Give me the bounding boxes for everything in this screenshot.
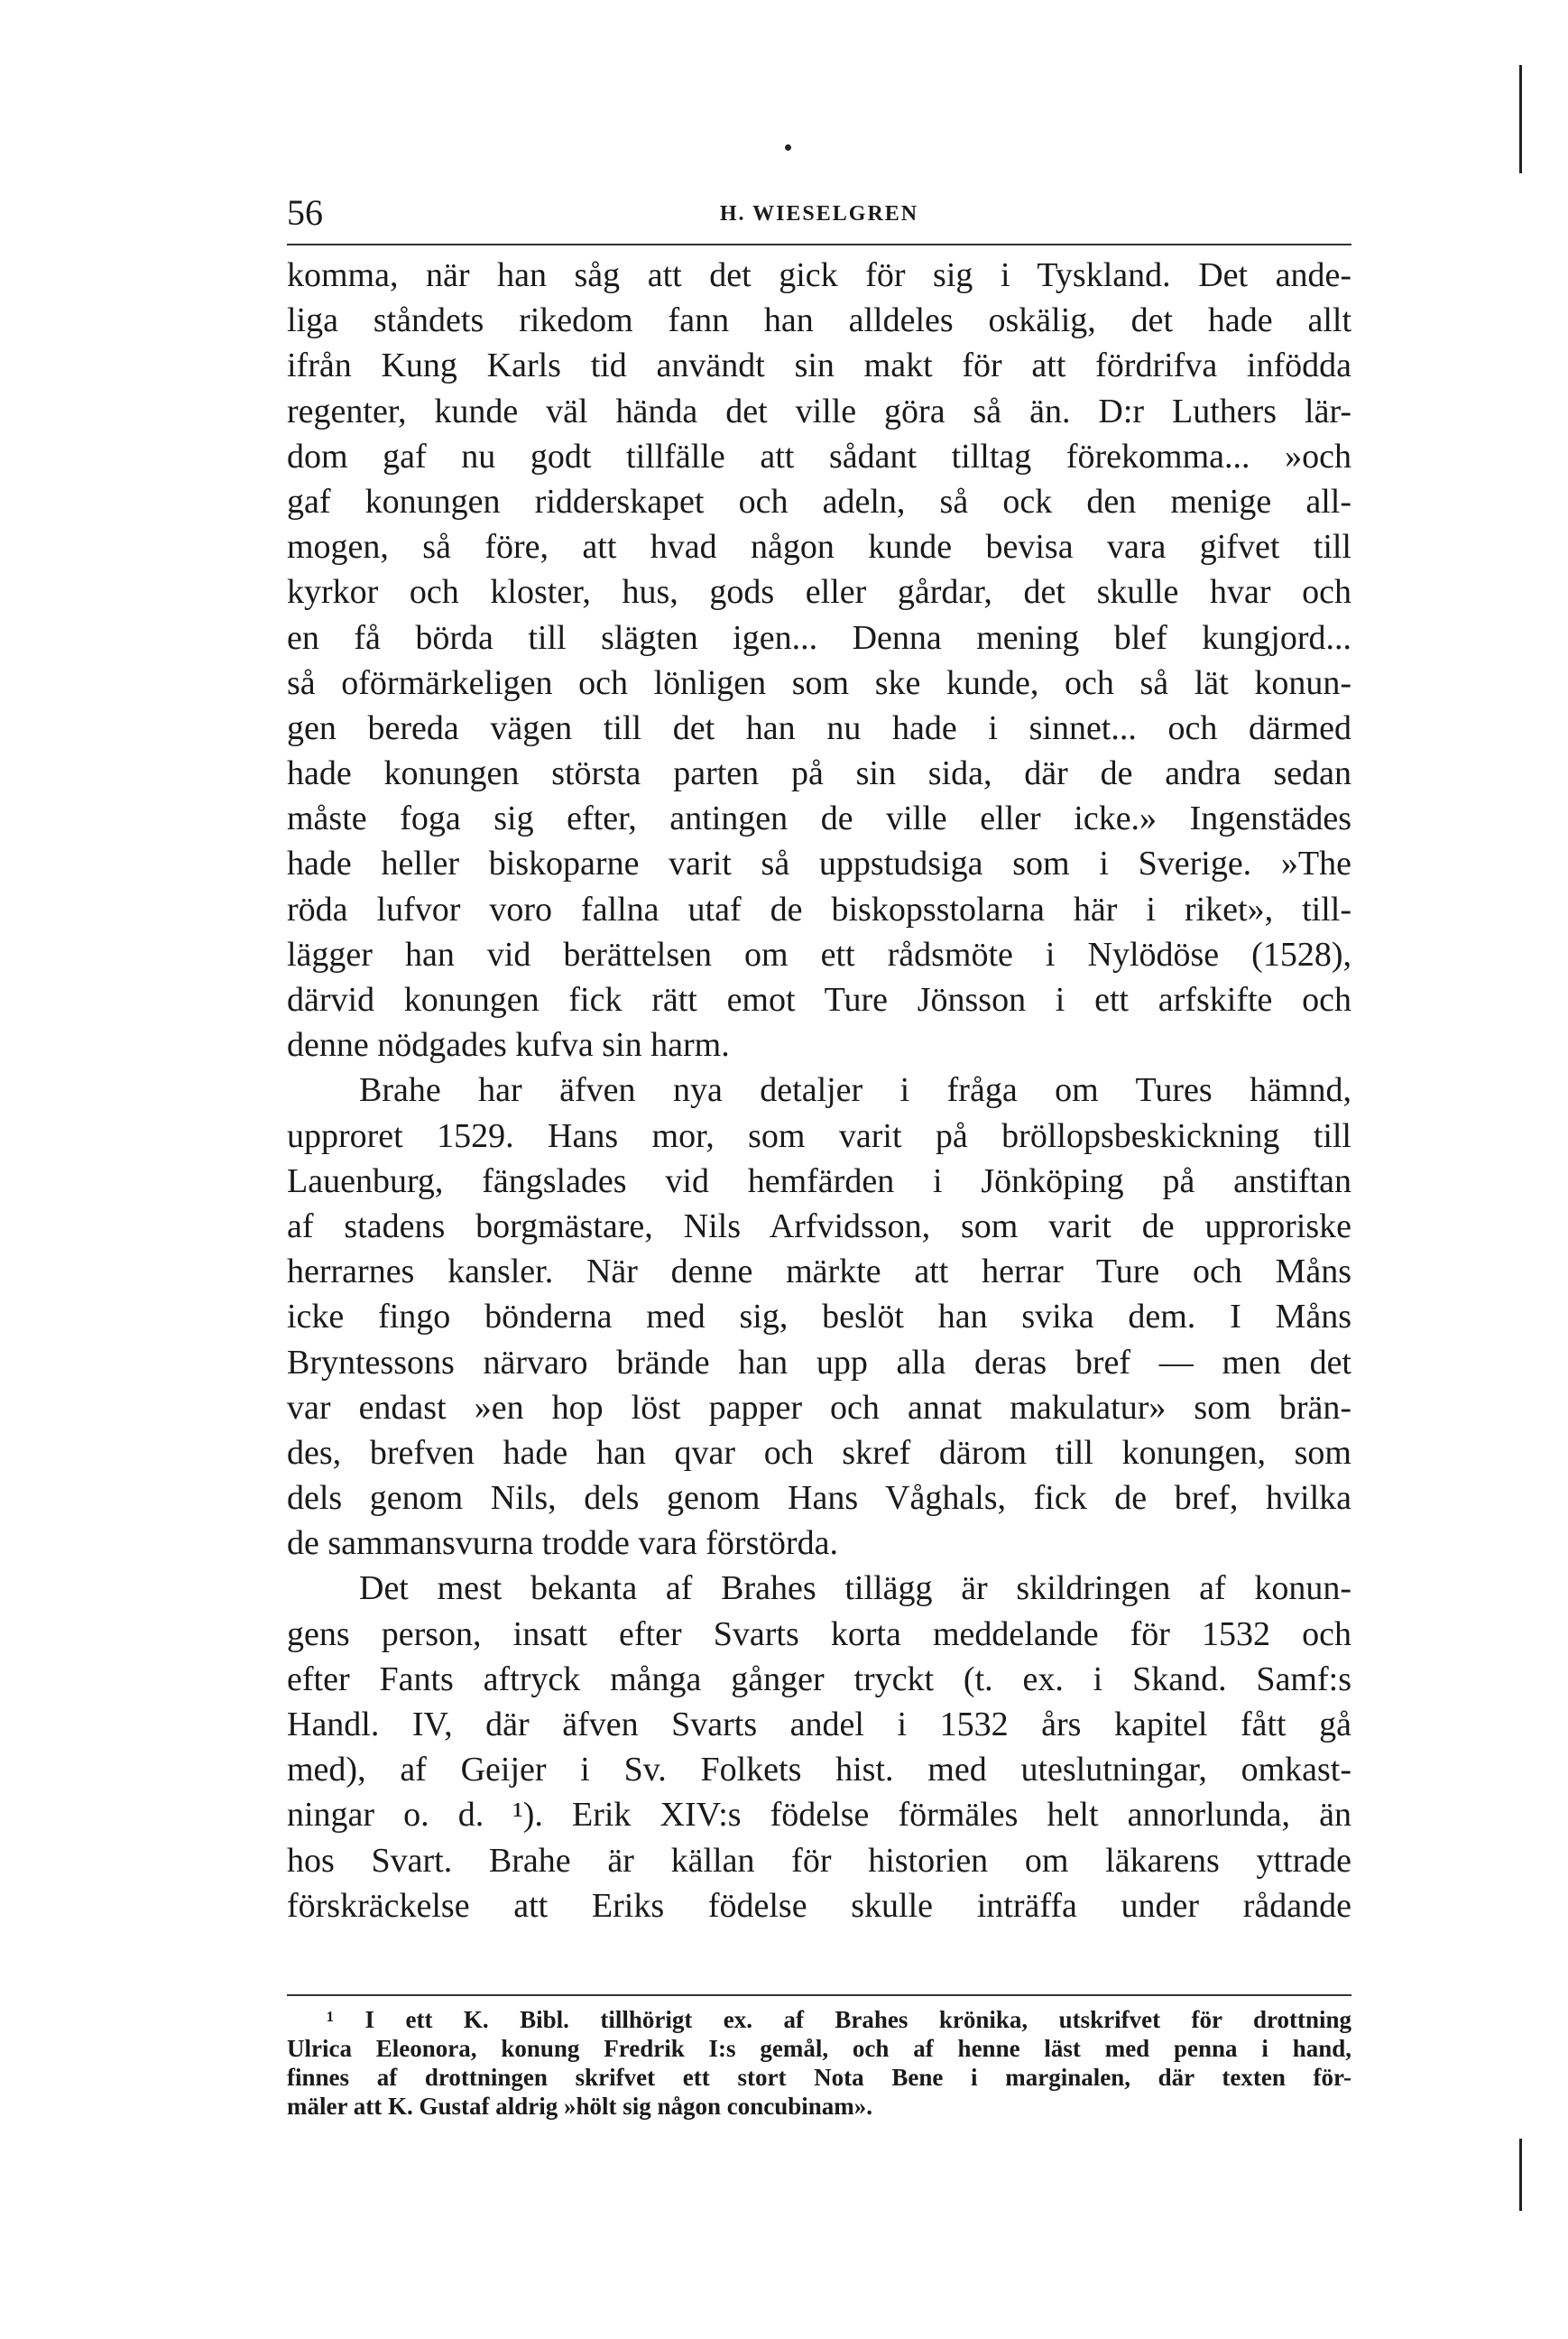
scan-dot [785, 144, 791, 151]
text-line: dels genom Nils, dels genom Hans Våghals, fick de bref, hvilka [287, 1479, 1351, 1518]
text-line: därvid konungen fick rätt emot Ture Jönsson i ett arfskifte och [287, 981, 1351, 1019]
running-head: H. WIESELGREN [719, 202, 919, 226]
text-line: måste foga sig efter, antingen de ville eller icke.» Ingenstädes [287, 800, 1351, 838]
text-line: liga ståndets rikedom fann han alldeles oskälig, det hade allt [287, 301, 1351, 340]
text-line: de sammansvurna trodde vara förstörda. [287, 1524, 838, 1563]
text-line: lägger han vid berättelsen om ett rådsmöte i Nylödöse (1528), [287, 935, 1351, 974]
text-line: kyrkor och kloster, hus, gods eller gårdar, det skulle hvar och [287, 573, 1351, 612]
text-line: med), af Geijer i Sv. Folkets hist. med uteslutningar, omkast- [287, 1751, 1351, 1789]
text-line: ifrån Kung Karls tid användt sin makt för att fördrifva infödda [287, 347, 1351, 385]
text-line: regenter, kunde väl hända det ville göra så än. D:r Luthers lär- [287, 392, 1351, 430]
footnote-line: ¹ I ett K. Bibl. tillhörigt ex. af Brahes krönika, utskrifvet för drottning [327, 2006, 1351, 2033]
text-line: hos Svart. Brahe är källan för historien om läkarens yttrade [287, 1841, 1351, 1880]
text-line: upproret 1529. Hans mor, som varit på bröllopsbeskickning till [287, 1116, 1351, 1155]
text-line: dom gaf nu godt tillfälle att sådant tilltag förekomma... »och [287, 437, 1351, 476]
text-line: en få börda till slägten igen... Denna mening blef kungjord... [287, 618, 1351, 657]
text-line: hade heller biskoparne varit så uppstudsiga som i Sverige. »The [287, 845, 1351, 883]
text-line: gens person, insatt efter Svarts korta meddelande för 1532 och [287, 1614, 1351, 1653]
footnotes [287, 2005, 1351, 2121]
text-line: så oförmärkeligen och lönligen som ske kunde, och så lät konun- [287, 663, 1351, 702]
text-line: gen bereda vägen till det han nu hade i sinnet... och därmed [287, 708, 1351, 747]
scan-edge-mark [1519, 2139, 1522, 2211]
text-line: icke fingo bönderna med sig, beslöt han svika dem. I Måns [287, 1298, 1351, 1336]
text-line: denne nödgades kufva sin harm. [287, 1026, 730, 1065]
text-line: ningar o. d. ¹). Erik XIV:s födelse förmäles helt annorlunda, än [287, 1796, 1351, 1835]
text-line: des, brefven hade han qvar och skref därom till konungen, som [287, 1433, 1351, 1472]
header-rule [287, 244, 1351, 245]
footnote-line: mäler att K. Gustaf aldrig »hölt sig någon concubinam». [287, 2093, 873, 2120]
text-line: Det mest bekanta af Brahes tillägg är skildringen af konun- [359, 1569, 1351, 1608]
text-line: Handl. IV, där äfven Svarts andel i 1532 års kapitel fått gå [287, 1706, 1351, 1743]
text-line: Lauenburg, fängslades vid hemfärden i Jönköping på anstiftan [287, 1161, 1351, 1200]
text-line: hade konungen största parten på sin sida, där de andra sedan [287, 754, 1351, 793]
text-line: förskräckelse att Eriks födelse skulle inträffa under rådande [287, 1886, 1351, 1925]
page-header [287, 191, 1351, 236]
footnote-line: Ulrica Eleonora, konung Fredrik I:s gemål, och af henne läst med penna i hand, [287, 2035, 1351, 2062]
text-line: Bryntessons närvaro brände han upp alla deras bref — men det [287, 1343, 1351, 1382]
text-line: komma, när han såg att det gick för sig i Tyskland. Det ande- [287, 256, 1351, 294]
scan-edge-mark [1519, 65, 1522, 173]
text-line: efter Fants aftryck många gånger tryckt (t. ex. i Skand. Samf:s [287, 1659, 1351, 1698]
body-text [287, 253, 1351, 1928]
footnote-line: finnes af drottningen skrifvet ett stort Nota Bene i marginalen, där texten för- [287, 2064, 1351, 2091]
text-line: herrarnes kansler. När denne märkte att herrar Ture och Måns [287, 1253, 1351, 1291]
text-line: röda lufvor voro fallna utaf de biskopsstolarna här i riket», till- [287, 890, 1351, 929]
text-line: var endast »en hop löst papper och annat makulatur» som brän- [287, 1388, 1351, 1427]
text-line: af stadens borgmästare, Nils Arfvidsson, som varit de upproriske [287, 1206, 1351, 1245]
page-number: 56 [287, 192, 323, 233]
text-line: Brahe har äfven nya detaljer i fråga om Tures hämnd, [359, 1071, 1351, 1110]
text-line: gaf konungen ridderskapet och adeln, så ock den menige all- [287, 482, 1351, 521]
footnote-rule [287, 1994, 1351, 1996]
text-line: mogen, så före, att hvad någon kunde bevisa vara gifvet till [287, 528, 1351, 567]
